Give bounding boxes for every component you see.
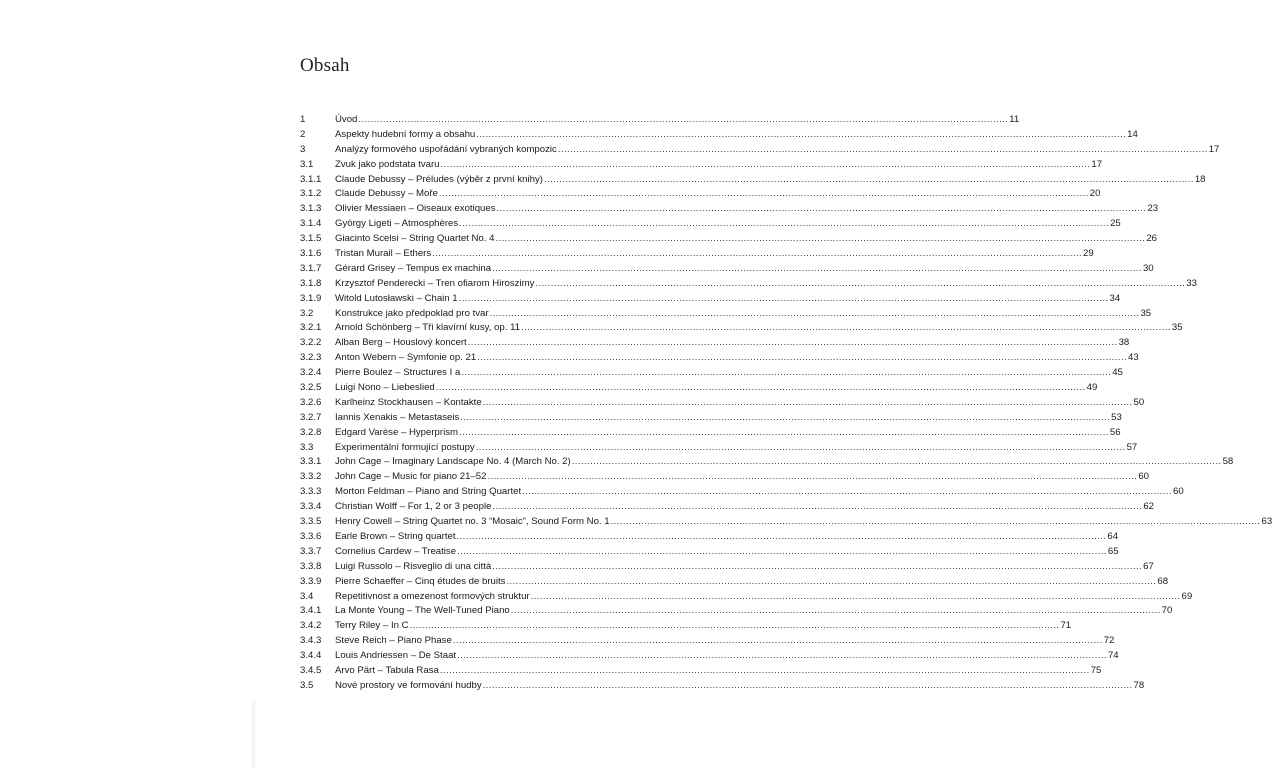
toc-dot-leader [410, 619, 1060, 634]
toc-dot-leader [468, 336, 1118, 351]
toc-entry-page-number: 30 [1142, 262, 1154, 274]
toc-entry-page-number: 62 [1143, 501, 1154, 513]
toc-entry-title: György Ligeti – Atmosphères [335, 218, 459, 230]
toc-dot-leader [461, 366, 1111, 381]
toc-entry-title: Louis Andriessen – De Staat [335, 650, 457, 662]
toc-entry-number: 3.2.6 [300, 396, 322, 408]
toc-entry-page-number: 23 [1147, 203, 1159, 215]
toc-entry-page-number: 17 [1208, 143, 1220, 155]
toc-entry-title: Anton Webern – Symfonie op. 21 [335, 352, 477, 364]
toc-dot-leader [490, 307, 1140, 322]
toc-entry-number: 3.4.4 [300, 650, 322, 662]
toc-dot-leader [432, 247, 1082, 262]
toc-entry[interactable] [300, 545, 1119, 560]
toc-entry-number: 3.2.2 [300, 337, 322, 349]
toc-dot-leader [457, 545, 1107, 560]
toc-entry-title: Pierre Schaeffer – Cinq études de bruits [335, 575, 506, 587]
toc-entry-page-number: 75 [1090, 664, 1102, 676]
toc-entry[interactable] [300, 634, 1115, 649]
toc-entry-title: Iannis Xenakis – Metastaseis [335, 411, 460, 423]
toc-entry-title: Giacinto Scelsi – String Quartet No. 4 [335, 233, 495, 245]
toc-entry-page-number: 78 [1133, 679, 1145, 691]
toc-entry-title: John Cage – Music for piano 21–52 [335, 471, 487, 483]
toc-entry-number: 3 [300, 143, 306, 155]
toc-entry[interactable] [300, 441, 1138, 456]
toc-entry-title: Claude Debussy – Moře [335, 188, 438, 200]
toc-entry-number: 3.2.5 [300, 382, 322, 394]
toc-entry-title: Christian Wolff – For 1, 2 or 3 people [335, 501, 492, 513]
toc-entry-page-number: 14 [1127, 128, 1138, 140]
toc-dot-leader [457, 530, 1107, 545]
toc-entry-page-number: 57 [1126, 441, 1138, 453]
toc-entry-title: Luigi Russolo – Risveglio di una città [335, 560, 492, 572]
toc-entry-title: Zvuk jako podstata tvaru [335, 158, 440, 170]
toc-entry-title: Arnold Schönberg – Tři klavírní kusy, op. 11 [335, 322, 521, 334]
toc-entry[interactable] [300, 307, 1152, 322]
toc-entry[interactable] [300, 202, 1159, 217]
toc-entry-page-number: 70 [1161, 605, 1173, 617]
toc-entry-page-number: 60 [1173, 486, 1184, 498]
toc-entry[interactable] [300, 604, 1173, 619]
toc-entry-page-number: 49 [1086, 382, 1098, 394]
toc-dot-leader [487, 470, 1137, 485]
toc-entry-number: 3.1.8 [300, 277, 322, 289]
toc-entry-page-number: 50 [1133, 396, 1145, 408]
toc-entry[interactable] [300, 232, 1157, 247]
toc-entry-number: 3.2.8 [300, 426, 322, 438]
toc-dot-leader [477, 351, 1127, 366]
toc-entry-page-number: 11 [1009, 114, 1020, 125]
toc-entry-number: 3.3.4 [300, 501, 322, 513]
toc-entry[interactable] [300, 128, 1138, 143]
toc-entry-title: Pierre Boulez – Structures I a [335, 367, 461, 379]
toc-entry-number: 3.3.1 [300, 456, 322, 468]
toc-entry-number: 3.2.4 [300, 367, 322, 379]
toc-entry-page-number: 17 [1091, 158, 1103, 170]
toc-dot-leader [506, 575, 1156, 590]
toc-entry-number: 3.1.4 [300, 218, 322, 230]
toc-entry-page-number: 65 [1107, 545, 1119, 557]
toc-entry-page-number: 34 [1109, 292, 1121, 304]
toc-entry-number: 3.4.5 [300, 664, 322, 676]
toc-entry[interactable] [300, 515, 1272, 530]
toc-entry[interactable] [300, 500, 1154, 515]
toc-entry-page-number: 38 [1118, 337, 1130, 349]
toc-entry-number: 3.2.7 [300, 411, 322, 423]
page-edge-shadow [252, 700, 258, 768]
toc-entry[interactable] [300, 619, 1072, 634]
toc-entry[interactable] [300, 336, 1130, 351]
toc-dot-leader [572, 455, 1222, 470]
toc-entry-title: Tristan Murail – Ethers [335, 248, 432, 260]
toc-entry-page-number: 74 [1107, 650, 1119, 662]
table-of-contents [300, 113, 1272, 694]
toc-entry-page-number: 71 [1060, 620, 1072, 632]
toc-entry-title: Morton Feldman – Piano and String Quartet [335, 486, 522, 498]
toc-entry-page-number: 25 [1110, 218, 1121, 230]
toc-entry-number: 3.3.7 [300, 545, 322, 557]
toc-entry-number: 3.1.1 [300, 173, 322, 185]
toc-entry[interactable] [300, 679, 1145, 694]
toc-entry-page-number: 43 [1128, 352, 1139, 364]
toc-entry-title: Repetitivnost a omezenost formových struktur [335, 590, 530, 602]
toc-entry-number: 3.2.3 [300, 352, 322, 364]
toc-entry-title: Konstrukce jako předpoklad pro tvar [335, 307, 489, 319]
toc-entry[interactable] [300, 247, 1094, 262]
toc-entry[interactable] [300, 485, 1184, 500]
toc-dot-leader [476, 128, 1126, 143]
toc-entry-number: 3.3.9 [300, 575, 322, 587]
toc-dot-leader [497, 202, 1147, 217]
toc-dot-leader [439, 187, 1089, 202]
toc-dot-leader [459, 217, 1109, 232]
toc-entry-number: 3.4 [300, 590, 314, 602]
page-title: Obsah [300, 55, 350, 76]
toc-entry-page-number: 64 [1107, 530, 1119, 542]
toc-entry[interactable] [300, 351, 1139, 366]
toc-entry-number: 3.2.1 [300, 322, 322, 334]
toc-entry-number: 3.1.9 [300, 292, 322, 304]
toc-entry[interactable] [300, 262, 1154, 277]
toc-entry-title: La Monte Young – The Well-Tuned Piano [335, 605, 510, 617]
toc-entry-title: Witold Lutosławski – Chain 1 [335, 292, 458, 304]
toc-entry-title: Karlheinz Stockhausen – Kontakte [335, 396, 482, 408]
toc-entry[interactable] [300, 396, 1145, 411]
toc-entry[interactable] [300, 455, 1234, 470]
toc-entry[interactable] [300, 158, 1103, 173]
toc-entry-number: 2 [300, 128, 306, 140]
toc-entry-number: 3.1.6 [300, 248, 322, 260]
toc-entry-title: Terry Riley – In C [335, 620, 409, 632]
toc-dot-leader [535, 277, 1185, 292]
toc-entry-number: 3.1.3 [300, 203, 322, 215]
toc-entry-title: Claude Debussy – Préludes (výběr z první knihy) [335, 173, 543, 185]
toc-entry-number: 3.1.5 [300, 233, 322, 245]
toc-entry-number: 1 [300, 114, 306, 125]
toc-entry[interactable] [300, 381, 1098, 396]
toc-entry-title: Úvod [335, 114, 358, 125]
toc-dot-leader [358, 113, 1008, 128]
toc-dot-leader [522, 485, 1172, 500]
toc-entry-page-number: 45 [1112, 367, 1123, 379]
toc-entry-page-number: 67 [1143, 560, 1154, 572]
toc-entry-number: 3.1.2 [300, 188, 322, 200]
toc-dot-leader [459, 292, 1109, 307]
toc-entry-page-number: 20 [1089, 188, 1101, 200]
toc-entry-page-number: 56 [1109, 426, 1121, 438]
toc-dot-leader [459, 426, 1109, 441]
toc-dot-leader [436, 381, 1086, 396]
toc-entry-page-number: 33 [1186, 277, 1197, 289]
toc-entry[interactable] [300, 649, 1119, 664]
toc-entry[interactable] [300, 664, 1102, 679]
toc-entry-number: 3.3.2 [300, 471, 322, 483]
toc-dot-leader [558, 143, 1208, 158]
toc-entry[interactable] [300, 366, 1123, 381]
toc-entry-title: Krzysztof Penderecki – Tren ofiarom Hiroszimy [335, 277, 535, 289]
toc-entry-title: Gérard Grisey – Tempus ex machina [335, 262, 492, 274]
toc-entry-title: Luigi Nono – Liebeslied [335, 382, 435, 394]
toc-entry[interactable] [300, 426, 1121, 441]
toc-entry-page-number: 53 [1111, 411, 1122, 423]
toc-entry[interactable] [300, 292, 1121, 307]
toc-entry[interactable] [300, 530, 1119, 545]
toc-entry[interactable] [300, 590, 1193, 605]
toc-dot-leader [492, 560, 1142, 575]
toc-entry-title: Cornelius Cardew – Treatise [335, 545, 457, 557]
toc-entry-number: 3.3.8 [300, 560, 322, 572]
toc-entry-number: 3.1 [300, 158, 314, 170]
toc-entry-title: Experimentální formující postupy [335, 441, 475, 453]
toc-dot-leader [521, 321, 1171, 336]
toc-entry[interactable] [300, 277, 1197, 292]
toc-entry-page-number: 60 [1138, 471, 1150, 483]
toc-entry[interactable] [300, 187, 1101, 202]
toc-entry-page-number: 69 [1181, 590, 1193, 602]
toc-entry-number: 3.3.3 [300, 486, 322, 498]
toc-entry-number: 3.2 [300, 307, 314, 319]
toc-entry-title: Arvo Pärt – Tabula Rasa [335, 664, 439, 676]
toc-entry-title: Aspekty hudební formy a obsahu [335, 128, 476, 140]
toc-entry-title: Steve Reich – Piano Phase [335, 635, 452, 647]
toc-dot-leader [492, 262, 1142, 277]
toc-entry-title: Nové prostory ve formování hudby [335, 679, 482, 691]
toc-entry-page-number: 68 [1157, 575, 1169, 587]
toc-entry-number: 3.3.6 [300, 530, 322, 542]
toc-entry[interactable] [300, 575, 1169, 590]
toc-dot-leader [531, 590, 1181, 605]
toc-dot-leader [483, 679, 1133, 694]
toc-entry-number: 3.1.7 [300, 262, 322, 274]
toc-entry-title: John Cage – Imaginary Landscape No. 4 (March No. 2) [335, 456, 571, 468]
toc-entry-title: Olivier Messiaen – Oiseaux exotiques [335, 203, 496, 215]
toc-entry-title: Analýzy formového uspořádání vybraných kompozic [335, 143, 557, 155]
toc-entry[interactable] [300, 113, 1020, 128]
toc-dot-leader [544, 173, 1194, 188]
toc-entry-page-number: 58 [1222, 456, 1234, 468]
toc-entry-page-number: 26 [1146, 233, 1157, 245]
toc-entry-number: 3.4.3 [300, 635, 322, 647]
toc-entry[interactable] [300, 217, 1121, 232]
toc-entry[interactable] [300, 321, 1183, 336]
toc-entry-number: 3.4.1 [300, 605, 322, 617]
toc-entry-title: Edgard Varèse – Hyperprism [335, 426, 458, 438]
toc-entry-page-number: 29 [1083, 248, 1094, 260]
toc-entry-number: 3.3 [300, 441, 314, 453]
toc-entry-number: 3.4.2 [300, 620, 322, 632]
toc-dot-leader [495, 232, 1145, 247]
toc-dot-leader [441, 158, 1091, 173]
toc-dot-leader [476, 441, 1126, 456]
toc-entry-page-number: 72 [1103, 635, 1115, 647]
toc-entry[interactable] [300, 560, 1154, 575]
toc-entry-title: Earle Brown – String quartet [335, 530, 456, 542]
toc-entry-number: 3.5 [300, 679, 314, 691]
toc-entry[interactable] [300, 143, 1220, 158]
toc-entry-page-number: 63 [1261, 516, 1272, 528]
toc-dot-leader [460, 411, 1110, 426]
toc-entry[interactable] [300, 411, 1122, 426]
toc-entry[interactable] [300, 470, 1150, 485]
toc-dot-leader [457, 649, 1107, 664]
toc-entry-title: Alban Berg – Houslový koncert [335, 337, 467, 349]
toc-dot-leader [611, 515, 1261, 530]
toc-dot-leader [511, 604, 1161, 619]
toc-dot-leader [440, 664, 1090, 679]
toc-entry[interactable] [300, 173, 1206, 188]
toc-dot-leader [453, 634, 1103, 649]
toc-entry-page-number: 35 [1140, 307, 1152, 319]
toc-dot-leader [483, 396, 1133, 411]
toc-entry-number: 3.3.5 [300, 516, 322, 528]
toc-dot-leader [492, 500, 1142, 515]
toc-entry-page-number: 18 [1194, 173, 1206, 185]
toc-entry-page-number: 35 [1171, 322, 1183, 334]
toc-entry-title: Henry Cowell – String Quartet no. 3 “Mosaic”, Sound Form No. 1 [335, 516, 610, 528]
